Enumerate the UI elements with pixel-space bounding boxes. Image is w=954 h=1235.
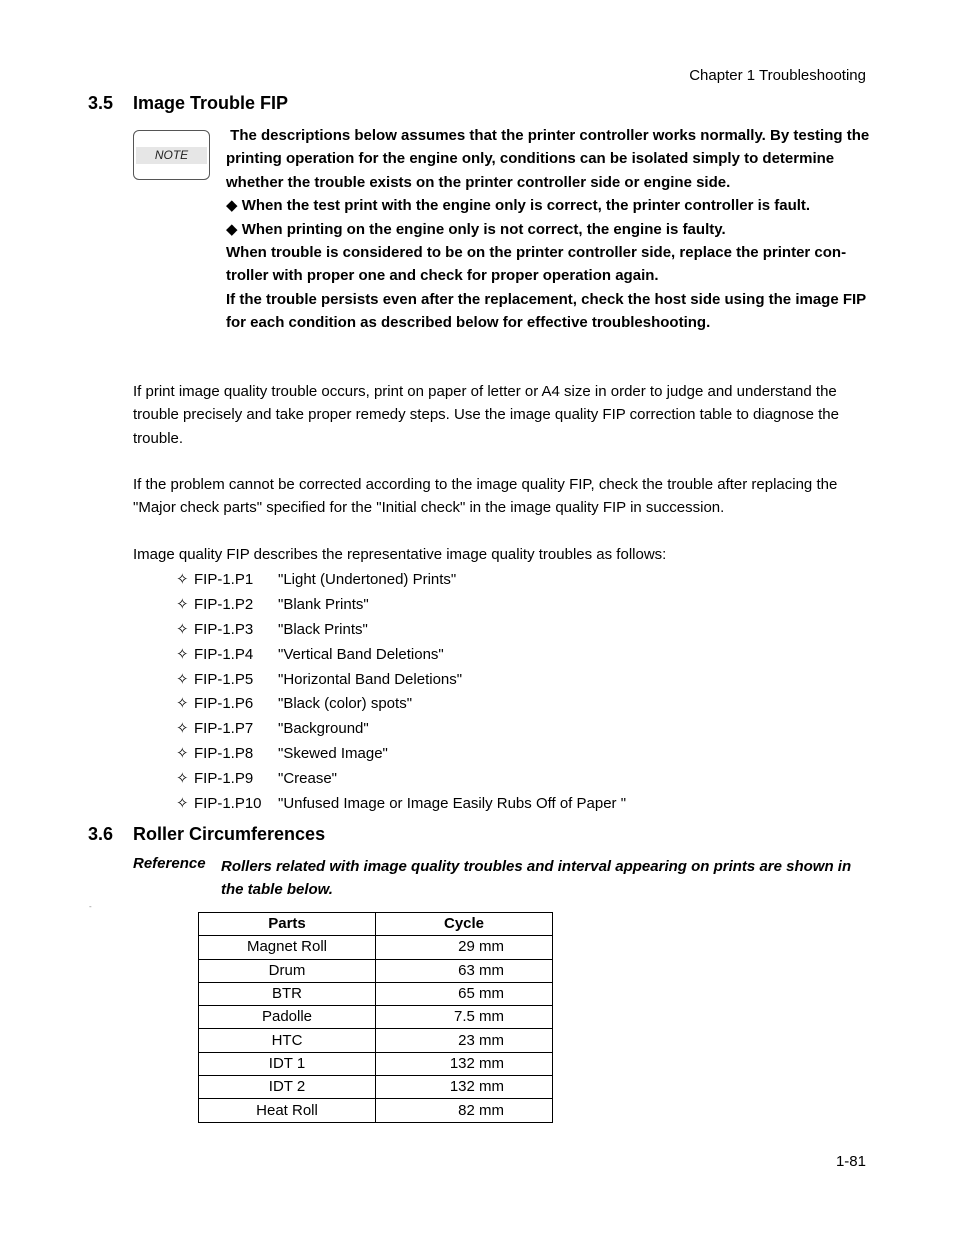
part-cell: Heat Roll bbox=[199, 1099, 376, 1122]
sparkle-bullet-icon: ✧ bbox=[176, 670, 189, 688]
column-header-cycle: Cycle bbox=[376, 913, 553, 936]
part-cell: IDT 2 bbox=[199, 1076, 376, 1099]
table-row bbox=[199, 1029, 553, 1052]
list-item bbox=[176, 643, 626, 668]
fip-description: "Black (color) spots" bbox=[278, 695, 413, 713]
sparkle-bullet-icon: ✧ bbox=[176, 645, 189, 663]
cycle-value: 29 mm bbox=[458, 938, 504, 956]
cycle-value: 132 mm bbox=[449, 1054, 504, 1072]
part-cell: BTR bbox=[199, 982, 376, 1005]
fip-code: FIP-1.P3 bbox=[194, 620, 254, 638]
list-item bbox=[176, 767, 626, 792]
fip-code: FIP-1.P4 bbox=[194, 645, 254, 663]
fip-code: FIP-1.P8 bbox=[194, 745, 254, 763]
part-cell: Drum bbox=[199, 959, 376, 982]
cycle-cell bbox=[376, 1029, 553, 1052]
cycle-value: 65 mm bbox=[458, 985, 504, 1003]
section-number: 3.6 bbox=[88, 824, 114, 844]
table-row bbox=[199, 1006, 553, 1029]
fip-list bbox=[176, 568, 626, 817]
reference-text: Rollers related with image quality troubles and interval appearing on prints are shown in the table below. bbox=[221, 858, 852, 899]
fip-code: FIP-1.P5 bbox=[194, 670, 254, 688]
note-paragraph: The descriptions below assumes that the printer controller works normally. By testing the printing operation for the engine only, conditions can be isolated simply to determine whether the trouble exists on the printer controller side or engine side. bbox=[226, 127, 874, 191]
fip-description: "Horizontal Band Deletions" bbox=[278, 670, 463, 688]
part-cell: IDT 1 bbox=[199, 1052, 376, 1075]
table-row bbox=[199, 959, 553, 982]
part-cell: Padolle bbox=[199, 1006, 376, 1029]
body-paragraph: If print image quality trouble occurs, print on paper of letter or A4 size in order to judge and understand the trouble precisely and take proper remedy steps. Use the image quality FIP correction table to diagnose the trouble. bbox=[133, 383, 839, 447]
sparkle-bullet-icon: ✧ bbox=[176, 595, 189, 613]
part-cell: HTC bbox=[199, 1029, 376, 1052]
section-title: Image Trouble FIP bbox=[133, 93, 289, 113]
page-number: 1-81 bbox=[835, 1153, 866, 1170]
section-heading-3-5 bbox=[88, 93, 288, 114]
cycle-value: 23 mm bbox=[458, 1031, 504, 1049]
fip-description: "Blank Prints" bbox=[278, 595, 369, 613]
cycle-value: 82 mm bbox=[458, 1101, 504, 1119]
list-item bbox=[176, 668, 626, 693]
cycle-cell bbox=[376, 1099, 553, 1122]
part-cell: Magnet Roll bbox=[199, 936, 376, 959]
chapter-header: Chapter 1 Troubleshooting bbox=[689, 67, 866, 84]
fip-description: "Crease" bbox=[278, 770, 338, 788]
sparkle-bullet-icon: ✧ bbox=[176, 620, 189, 638]
stray-mark: - bbox=[89, 902, 92, 911]
cycle-cell bbox=[376, 1052, 553, 1075]
list-item bbox=[176, 792, 626, 817]
table-header-row bbox=[199, 913, 553, 936]
sparkle-bullet-icon: ✧ bbox=[176, 745, 189, 763]
note-icon bbox=[133, 130, 210, 180]
cycle-value: 63 mm bbox=[458, 961, 504, 979]
cycle-value: 132 mm bbox=[449, 1078, 504, 1096]
cycle-cell bbox=[376, 1076, 553, 1099]
note-paragraph: ◆ When printing on the engine only is not correct, the engine is faulty. bbox=[226, 220, 726, 238]
cycle-cell bbox=[376, 1006, 553, 1029]
note-label: NOTE bbox=[136, 147, 207, 164]
note-paragraph: When trouble is considered to be on the printer controller side, replace the printer con-troller with proper one and check for proper operation again. bbox=[226, 244, 847, 285]
table-row bbox=[199, 1052, 553, 1075]
cycle-cell bbox=[376, 982, 553, 1005]
list-item bbox=[176, 618, 626, 643]
list-item bbox=[176, 717, 626, 742]
fip-code: FIP-1.P2 bbox=[194, 595, 254, 613]
reference-label: Reference bbox=[133, 855, 206, 872]
sparkle-bullet-icon: ✧ bbox=[176, 795, 189, 813]
fip-description: "Background" bbox=[278, 720, 369, 738]
list-item bbox=[176, 742, 626, 767]
fip-description: "Black Prints" bbox=[278, 620, 368, 638]
fip-description: "Unfused Image or Image Easily Rubs Off of Paper " bbox=[278, 795, 627, 813]
column-header-parts: Parts bbox=[199, 913, 376, 936]
fip-code: FIP-1.P6 bbox=[194, 695, 254, 713]
fip-code: FIP-1.P9 bbox=[194, 770, 254, 788]
list-item bbox=[176, 568, 626, 593]
roller-table bbox=[198, 912, 553, 1123]
section-title: Roller Circumferences bbox=[133, 824, 326, 844]
note-paragraph: If the trouble persists even after the replacement, check the host side using the image FIP for each condition as described below for effective troubleshooting. bbox=[226, 290, 866, 332]
note-paragraph: ◆ When the test print with the engine only is correct, the printer controller is fault. bbox=[226, 197, 811, 215]
list-item bbox=[176, 593, 626, 618]
sparkle-bullet-icon: ✧ bbox=[176, 720, 189, 738]
section-number: 3.5 bbox=[88, 93, 114, 113]
sparkle-bullet-icon: ✧ bbox=[176, 770, 189, 788]
fip-description: "Light (Undertoned) Prints" bbox=[278, 571, 457, 588]
fip-description: "Skewed Image" bbox=[278, 745, 388, 763]
fip-description: "Vertical Band Deletions" bbox=[278, 645, 444, 663]
fip-code: FIP-1.P1 bbox=[194, 571, 254, 588]
table-row bbox=[199, 982, 553, 1005]
table-row bbox=[199, 936, 553, 959]
note-text bbox=[226, 124, 874, 335]
cycle-cell bbox=[376, 959, 553, 982]
cycle-value: 7.5 mm bbox=[453, 1008, 504, 1026]
cycle-cell bbox=[376, 936, 553, 959]
fip-code: FIP-1.P10 bbox=[194, 795, 262, 813]
section-heading-3-6 bbox=[88, 824, 325, 845]
sparkle-bullet-icon: ✧ bbox=[176, 695, 189, 713]
table-row bbox=[199, 1076, 553, 1099]
list-item bbox=[176, 692, 626, 717]
body-paragraph: If the problem cannot be corrected according to the image quality FIP, check the trouble after replacing the "Major check parts" specified for the "Initial check" in the image quality FIP in succession. bbox=[133, 476, 838, 517]
fip-code: FIP-1.P7 bbox=[194, 720, 254, 738]
table-row bbox=[199, 1099, 553, 1122]
body-paragraph: Image quality FIP describes the representative image quality troubles as follows: bbox=[133, 546, 667, 563]
sparkle-bullet-icon: ✧ bbox=[176, 571, 189, 588]
